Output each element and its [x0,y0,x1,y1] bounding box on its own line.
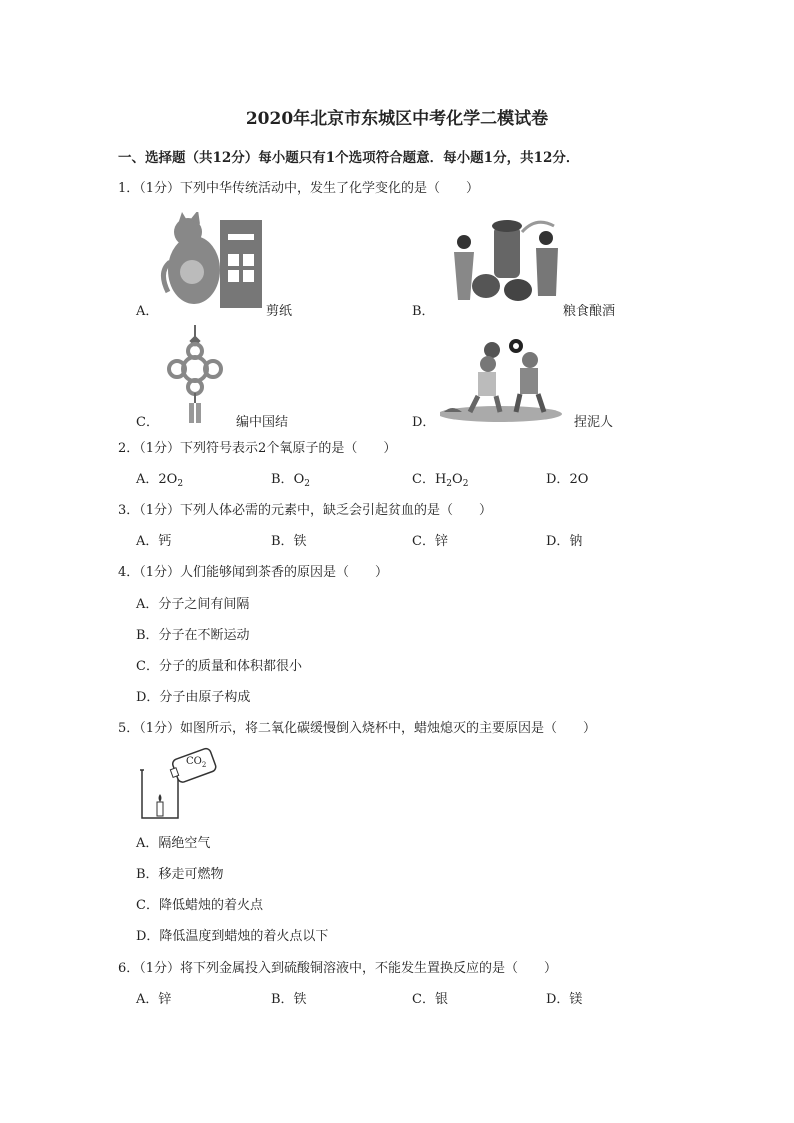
q4-option-b: B．分子在不断运动 [136,628,250,643]
q4-option-a: A．分子之间有间隔 [136,597,250,612]
q6-option-d: D．镁 [546,992,583,1007]
chinese-knot-image [160,325,230,423]
question-2-stem: 2．（1分）下列符号表示2个氧原子的是（ ） [118,441,397,456]
q5-option-d: D．降低温度到蜡烛的着火点以下 [136,929,329,944]
question-6-stem: 6．（1分）将下列金属投入到硫酸铜溶液中，不能发生置换反应的是（ ） [118,961,558,976]
q6-option-a: A．锌 [136,992,172,1007]
q3-option-d: D．钠 [546,534,583,549]
question-5-stem: 5．（1分）如图所示，将二氧化碳缓慢倒入烧杯中，蜡烛熄灭的主要原因是（ ） [118,721,597,736]
q6-option-c: C．银 [412,992,448,1007]
q4-option-c: C．分子的质量和体积都很小 [136,659,302,674]
clay-figurine-image [440,336,570,424]
q2-option-a: A．$2O_2$ [136,472,184,489]
q3-option-b: B．铁 [271,534,307,549]
q3-option-a: A．钙 [136,534,172,549]
q1-option-b-label: 粮食酿酒 [563,304,616,319]
q1-option-b-letter: B． [412,304,435,319]
q2-option-c: C．$H_2O_2$ [412,472,469,489]
q5-option-c: C．降低蜡烛的着火点 [136,898,263,913]
q4-option-d: D．分子由原子构成 [136,690,251,705]
co2-beaker-diagram [140,746,220,822]
question-3-stem: 3．（1分）下列人体必需的元素中，缺乏会引起贫血的是（ ） [118,503,493,518]
q1-option-c-letter: C． [136,415,159,430]
q5-option-b: B．移走可燃物 [136,867,224,882]
q1-option-c-label: 编中国结 [236,415,289,430]
q2-option-d: D．2O [546,472,589,487]
question-1-stem: 1．（1分）下列中华传统活动中，发生了化学变化的是（ ） [118,181,480,196]
q3-option-c: C．锌 [412,534,448,549]
q1-option-a-label: 剪纸 [266,304,293,319]
question-4-stem: 4．（1分）人们能够闻到茶香的原因是（ ） [118,565,389,580]
page-title: 2020年北京市东城区中考化学二模试卷 [245,109,549,129]
q1-option-a-letter: A． [136,304,159,319]
section-heading: 一、选择题（共12分）每小题只有1个选项符合题意．每小题1分，共12分． [118,150,580,166]
q1-option-d-letter: D． [412,415,436,430]
q5-option-a: A．隔绝空气 [136,836,211,851]
paper-cut-image [158,212,268,312]
wine-making-image [446,212,564,308]
co2-label: $CO_2$ [186,756,207,769]
q1-option-d-label: 捏泥人 [574,415,614,430]
q6-option-b: B．铁 [271,992,307,1007]
q2-option-b: B．$O_2$ [271,472,310,489]
